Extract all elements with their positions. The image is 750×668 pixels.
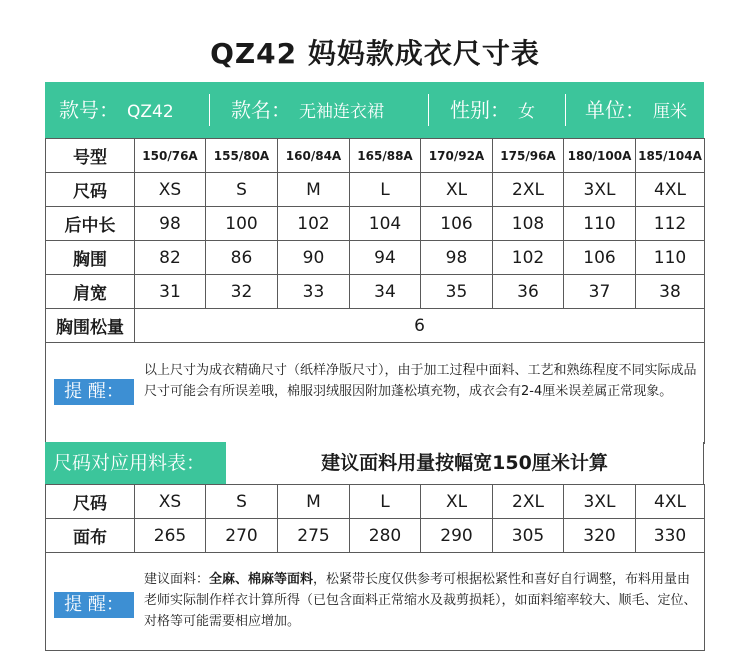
row-header-size: 尺码 [46,485,135,519]
table-cell: XS [135,485,206,519]
table-cell: XL [421,173,493,207]
reminder-badge: 提 醒： [54,379,134,405]
reminder-box [45,552,705,651]
table-cell: 180/100A [564,139,636,173]
table-cell: 106 [564,241,636,275]
table-cell: 165/88A [350,139,421,173]
style-no-cell [59,82,174,138]
table-cell: 110 [636,241,705,275]
table-row [46,139,705,173]
size-table [45,138,705,343]
table-cell: 94 [350,241,421,275]
table-cell: 4XL [636,173,705,207]
reminder-text [144,569,699,632]
name-value: 无袖连衣裙 [299,102,384,122]
table-cell: S [206,485,278,519]
table-row [46,275,705,309]
table-cell: S [206,173,278,207]
style-no-value: QZ42 [127,102,174,122]
table-cell: 104 [350,207,421,241]
table-cell: 110 [564,207,636,241]
table-cell: M [278,485,350,519]
table-cell: 90 [278,241,350,275]
table-cell: 280 [350,519,421,553]
table-row [46,519,705,553]
fabric-bar-note: 建议面料用量按幅宽150厘米计算 [226,442,704,484]
table-cell: 155/80A [206,139,278,173]
ease-value: 6 [135,309,705,343]
table-cell: 98 [135,207,206,241]
gender-cell [450,82,535,138]
fabric-bar [45,442,704,484]
table-cell: 275 [278,519,350,553]
table-cell: 265 [135,519,206,553]
table-cell: 305 [493,519,564,553]
reminder-text-prefix: 建议面料： [144,572,210,587]
row-header-model: 号型 [46,139,135,173]
row-header-size: 尺码 [46,173,135,207]
row-header-bust-ease: 胸围松量 [46,309,135,343]
info-bar [45,82,704,138]
table-cell: 108 [493,207,564,241]
divider [428,94,429,126]
unit-label: 单位： [585,98,645,122]
unit-cell [585,82,687,138]
table-cell: 35 [421,275,493,309]
table-cell: XS [135,173,206,207]
table-cell: M [278,173,350,207]
table-cell: 106 [421,207,493,241]
table-cell: 37 [564,275,636,309]
reminder-box [45,341,705,444]
table-cell: 175/96A [493,139,564,173]
table-row [46,309,705,343]
divider [565,94,566,126]
table-cell: 112 [636,207,705,241]
reminder-text-emphasis: 全麻、棉麻等面料 [209,572,314,587]
table-cell: 185/104A [636,139,705,173]
gender-label: 性别： [450,98,510,122]
table-cell: 32 [206,275,278,309]
table-cell: 160/84A [278,139,350,173]
gender-value: 女 [518,102,535,122]
fabric-table [45,484,705,553]
table-cell: 36 [493,275,564,309]
reminder-badge: 提 醒： [54,592,134,618]
table-cell: 102 [493,241,564,275]
unit-value: 厘米 [653,102,687,122]
table-row [46,485,705,519]
table-cell: 290 [421,519,493,553]
table-row [46,173,705,207]
table-cell: 3XL [564,173,636,207]
table-cell: 82 [135,241,206,275]
table-cell: 38 [636,275,705,309]
row-header-fabric: 面布 [46,519,135,553]
divider [209,94,210,126]
table-cell: 270 [206,519,278,553]
table-row [46,207,705,241]
fabric-bar-title: 尺码对应用料表： [53,452,206,474]
reminder-text: 以上尺寸为成衣精确尺寸（纸样净版尺寸），由于加工过程中面料、工艺和熟练程度不同实际成品尺寸可能会有所误差哦，棉服羽绒服因附加蓬松填充物，成衣会有2-4厘米误差属正常现象。 [144,363,697,399]
table-cell: 33 [278,275,350,309]
table-cell: 170/92A [421,139,493,173]
table-cell: 102 [278,207,350,241]
table-cell: 98 [421,241,493,275]
table-cell: 86 [206,241,278,275]
row-header-bust: 胸围 [46,241,135,275]
table-cell: 4XL [636,485,705,519]
table-cell: L [350,173,421,207]
table-cell: 2XL [493,173,564,207]
table-cell: 31 [135,275,206,309]
table-cell: XL [421,485,493,519]
name-label: 款名： [231,98,291,122]
row-header-back-length: 后中长 [46,207,135,241]
row-header-shoulder: 肩宽 [46,275,135,309]
table-cell: 3XL [564,485,636,519]
page-title: QZ42 妈妈款成衣尺寸表 [210,37,540,70]
table-cell: 2XL [493,485,564,519]
table-cell: 34 [350,275,421,309]
table-cell: 100 [206,207,278,241]
table-cell: 150/76A [135,139,206,173]
name-cell [231,82,384,138]
table-cell: L [350,485,421,519]
table-row [46,241,705,275]
reminder-text-body: ，松紧带长度仅供参考可根据松紧性和喜好自行调整，布料用量由老师实际制作样衣计算所得（已包含面料正常缩水及裁剪损耗），如面料缩率较大、顺毛、定位、对格等可能需要相应增加。 [144,572,697,629]
table-cell: 330 [636,519,705,553]
style-no-label: 款号： [59,98,119,122]
table-cell: 320 [564,519,636,553]
